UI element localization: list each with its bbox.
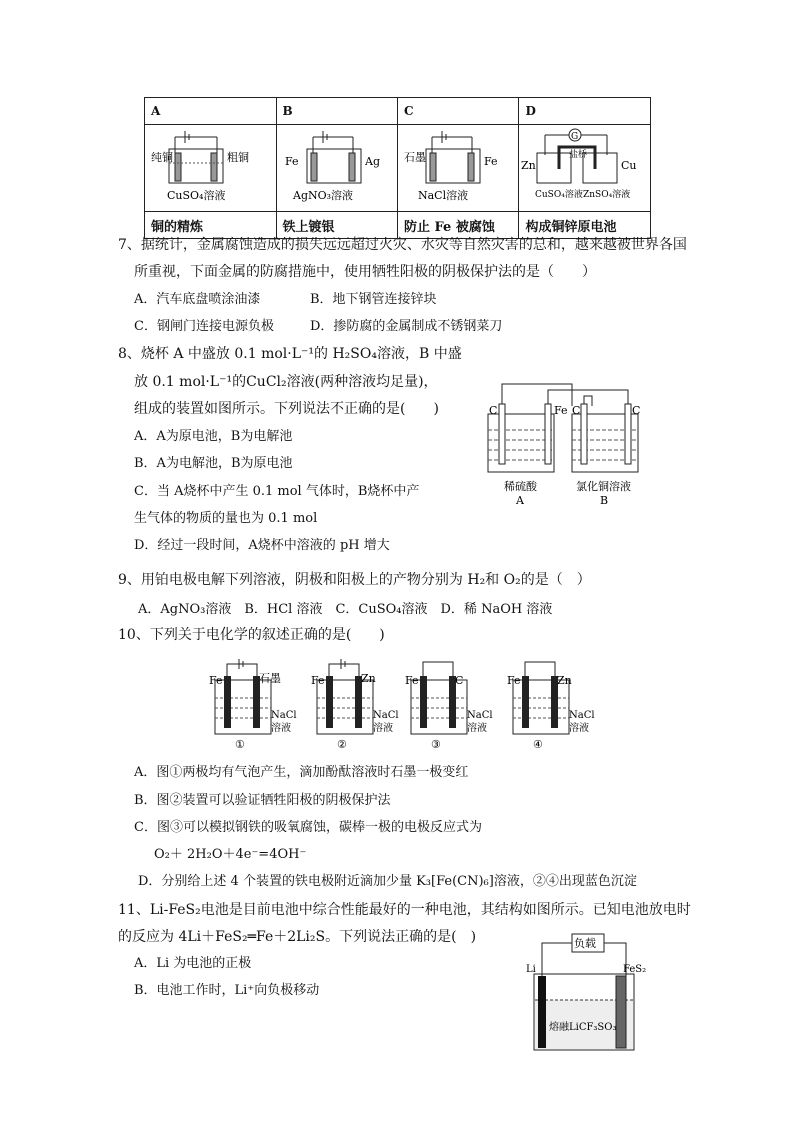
electrode-fe-label: Fe [554, 404, 568, 417]
q8-option-b: B．A为电解池，B为原电池 [134, 456, 293, 471]
electrode-c-label: C [572, 404, 581, 417]
fe-label: Fe [483, 155, 498, 168]
galvanometer-label: G [571, 132, 579, 142]
table-header: C [397, 98, 518, 125]
q7-option-c: C．钢闸门连接电源负极 [134, 319, 274, 334]
q7-stem-line1: 7、据统计，金属腐蚀造成的损失远远超过火灾、水灾等自然灾害的总和，越来越被世界各国 [118, 237, 687, 253]
q7-option-d: D．掺防腐的金属制成不锈钢菜刀 [310, 319, 503, 334]
q8-option-a: A．A为原电池，B为电解池 [134, 429, 293, 444]
protection-diagram [398, 125, 518, 207]
svg-text:NaCl: NaCl [373, 710, 399, 721]
svg-text:溶液: 溶液 [271, 723, 291, 734]
salt-bridge-label: 盐桥 [569, 150, 588, 160]
q10-option-d: D．分别给上述 4 个装置的铁电极附近滴加少量 K₃[Fe(CN)₆]溶液，②④出现蓝色沉淀 [138, 874, 637, 889]
svg-text:NaCl: NaCl [569, 710, 595, 721]
cuso4-label: CuSO₄溶液 [535, 190, 584, 200]
q8-option-d: D．经过一段时间，A烧杯中溶液的 pH 增大 [134, 538, 390, 553]
svg-text:Fe: Fe [507, 674, 521, 687]
q7-option-b: B．地下钢管连接锌块 [310, 292, 437, 307]
galvanic-diagram [519, 125, 649, 207]
fe-label: Fe [284, 155, 299, 168]
svg-text:②: ② [337, 738, 347, 751]
plating-diagram [277, 125, 397, 207]
svg-text:④: ④ [533, 738, 543, 751]
q10-fig2 [311, 659, 399, 751]
cuso4-label: CuSO₄溶液 [167, 189, 226, 202]
beaker-b-label: B [600, 494, 609, 507]
svg-text:Zn: Zn [557, 674, 572, 687]
q11-stem-line2: 的反应为 4Li＋FeS₂═Fe＋2Li₂S。下列说法正确的是( ) [118, 929, 477, 945]
q10-stem: 10、下列关于电化学的叙述正确的是( ) [118, 627, 385, 643]
q11-stem-line1: 11、Li-FeS₂电池是目前电池中综合性能最好的一种电池，其结构如图所示。已知电池放电时 [118, 902, 691, 918]
q8-option-c-line2: 生气体的物质的量也为 0.1 mol [134, 511, 318, 526]
q11-option-b: B．电池工作时，Li⁺向负极移动 [134, 983, 320, 998]
q7-stem-line2: 所重视，下面金属的防腐措施中，使用牺牲阳极的阴极保护法的是（ ） [134, 264, 596, 280]
q10-option-c-equation: O₂＋ 2H₂O＋4e⁻=4OH⁻ [154, 847, 307, 862]
q7-option-a: A．汽车底盘喷涂油漆 [134, 292, 261, 307]
svg-text:Zn: Zn [361, 672, 376, 685]
cucl2-label: 氯化铜溶液 [576, 480, 631, 493]
svg-text:Fe: Fe [209, 674, 223, 687]
q10-option-a: A．图①两极均有气泡产生，滴加酚酞溶液时石墨一极变红 [134, 765, 469, 780]
crude-cu-label: 粗铜 [227, 151, 249, 164]
q11-option-a: A．Li 为电池的正极 [134, 956, 252, 971]
svg-text:溶液: 溶液 [467, 723, 487, 734]
pure-cu-label: 纯铜 [151, 151, 173, 164]
cu-label: Cu [621, 159, 637, 172]
cell-d-figure [519, 125, 651, 212]
q8-stem-line2: 放 0.1 mol·L⁻¹的CuCl₂溶液(两种溶液均足量)， [134, 374, 438, 390]
cell-a-figure [145, 125, 277, 212]
q8-option-c-line1: C．当 A烧杯中产生 0.1 mol 气体时，B烧杯中产 [134, 484, 420, 499]
dilute-h2so4-label: 稀硫酸 [504, 480, 537, 493]
svg-text:NaCl: NaCl [271, 710, 297, 721]
electrolyte-label: 熔融LiCF₃SO₃ [549, 1022, 617, 1033]
nacl-label: NaCl溶液 [417, 189, 469, 202]
q10-fig1 [209, 659, 297, 751]
q9-stem: 9、用铂电极电解下列溶液，阴极和阳极上的产物分别为 H₂和 O₂的是（ ） [118, 572, 591, 588]
fes2-label: FeS₂ [623, 964, 647, 975]
load-label: 负载 [574, 937, 596, 950]
q10-option-c: C．图③可以模拟钢铁的吸氧腐蚀，碳棒一极的电极反应式为 [134, 820, 482, 835]
svg-text:NaCl: NaCl [467, 710, 493, 721]
zn-label: Zn [521, 159, 537, 172]
znso4-label: ZnSO₄溶液 [583, 190, 631, 200]
q8-stem-line1: 8、烧杯 A 中盛放 0.1 mol·L⁻¹的 H₂SO₄溶液，B 中盛 [118, 346, 462, 362]
svg-text:①: ① [235, 738, 245, 751]
table-caption: 铜的精炼 [145, 212, 277, 239]
svg-text:Fe: Fe [311, 674, 325, 687]
electrode-c-label: C [489, 404, 498, 417]
table-header: A [145, 98, 277, 125]
cell-c-figure [397, 125, 518, 212]
refining-diagram [145, 125, 275, 207]
q10-fig3 [405, 662, 493, 751]
q11-figure [524, 930, 654, 1055]
q8-stem-line3: 组成的装置如图所示。下列说法不正确的是( ) [134, 401, 439, 417]
cell-b-figure [276, 125, 397, 212]
li-label: Li [526, 964, 536, 975]
ag-label: Ag [364, 155, 380, 168]
q9-options: A．AgNO₃溶液 B．HCl 溶液 C．CuSO₄溶液 D．稀 NaOH 溶液 [138, 602, 553, 617]
table-caption: 构成铜锌原电池 [519, 212, 651, 239]
table-header: B [276, 98, 397, 125]
svg-text:Fe: Fe [405, 674, 419, 687]
graphite-label: 石墨 [403, 151, 426, 164]
q10-figure [205, 656, 595, 752]
svg-text:溶液: 溶液 [569, 723, 589, 734]
svg-text:溶液: 溶液 [373, 723, 393, 734]
q10-fig4 [507, 662, 595, 751]
agno3-label: AgNO₃溶液 [292, 189, 353, 202]
table-caption: 防止 Fe 被腐蚀 [397, 212, 518, 239]
q10-option-b: B．图②装置可以验证牺牲阳极的阴极保护法 [134, 793, 391, 808]
q8-figure [480, 378, 650, 508]
electrode-c-label: C [632, 404, 641, 417]
beaker-a-label: A [516, 494, 524, 507]
electrochem-table [144, 97, 651, 239]
svg-text:③: ③ [431, 738, 441, 751]
svg-text:石墨: 石墨 [259, 672, 281, 685]
svg-text:C: C [455, 674, 464, 687]
table-caption: 铁上镀银 [276, 212, 397, 239]
table-header: D [519, 98, 651, 125]
